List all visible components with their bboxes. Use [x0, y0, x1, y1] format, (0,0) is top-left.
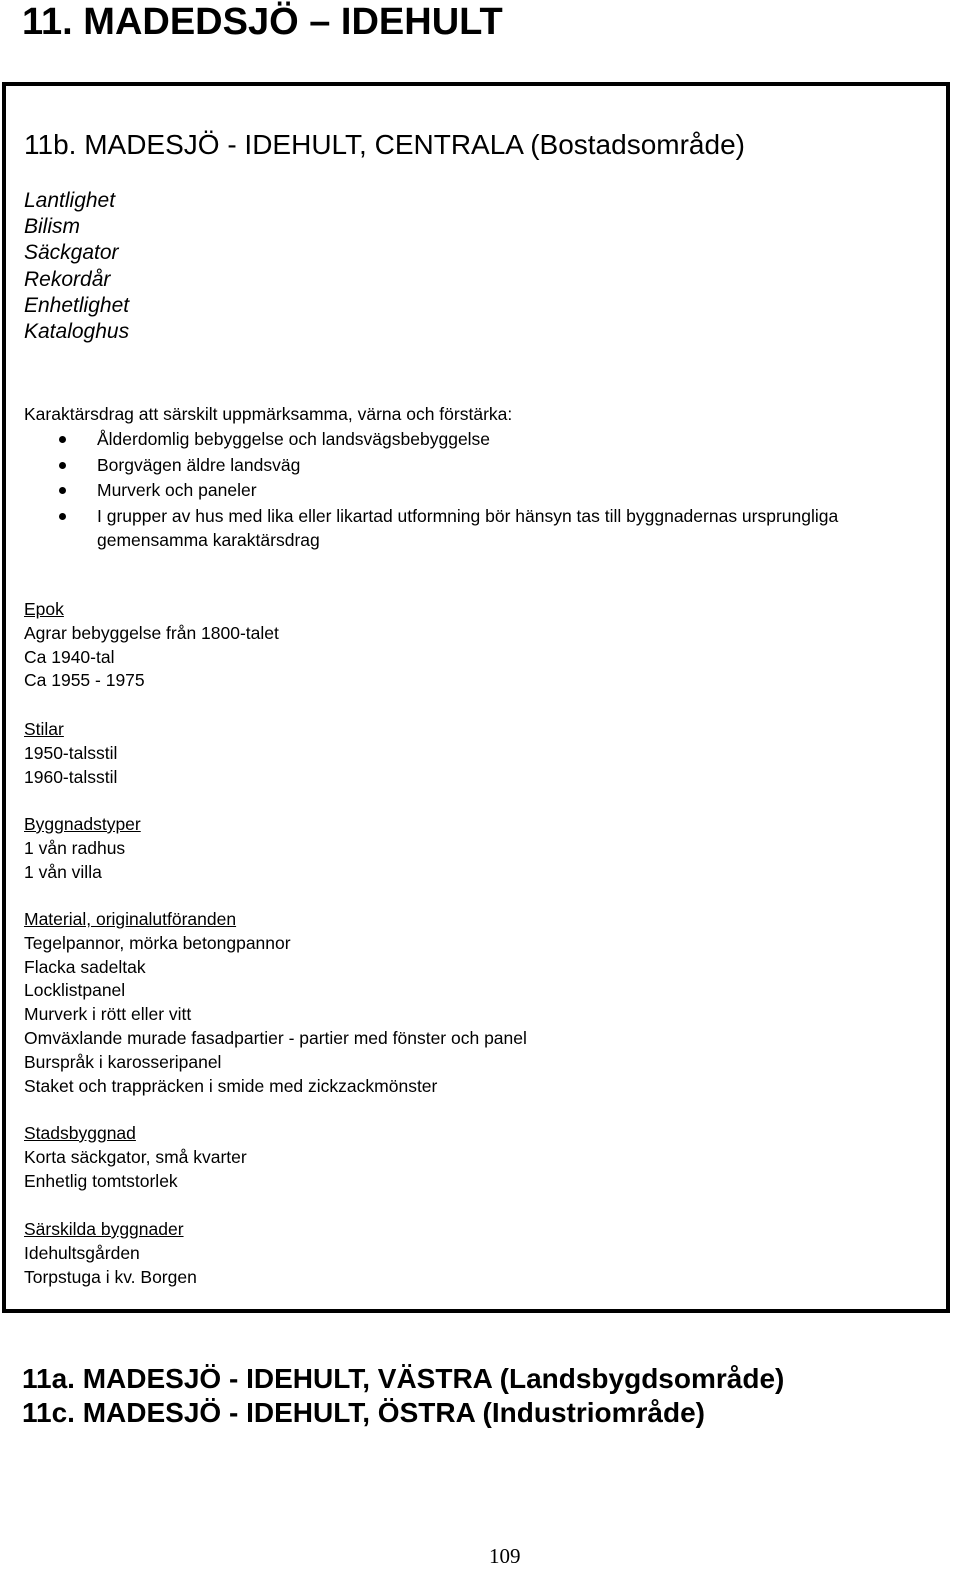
group-item: Burspråk i karosseripanel [24, 1051, 222, 1072]
group-item: 1 vån villa [24, 861, 102, 882]
group-item: Enhetlig tomtstorlek [24, 1170, 178, 1191]
keyword-list [24, 188, 129, 345]
keyword: Bilism [24, 215, 80, 239]
group-item: Idehultsgården [24, 1242, 140, 1263]
trait-item: Borgvägen äldre landsväg [24, 453, 904, 477]
group-item: 1 vån radhus [24, 837, 126, 858]
traits-heading: Karaktärsdrag att särskilt uppmärksamma, värna och förstärka: [24, 404, 513, 424]
group-item: Murverk i rött eller vitt [24, 1004, 192, 1025]
traits-list [24, 427, 904, 553]
group-byggnadstyper [24, 813, 141, 884]
section-title: 11b. MADESJÖ - IDEHULT, CENTRALA (Bostadsområde) [24, 129, 745, 160]
keyword: Säckgator [24, 241, 119, 265]
group-heading: Stadsbyggnad [24, 1123, 136, 1143]
keyword: Enhetlighet [24, 293, 130, 317]
group-item: 1950-talsstil [24, 742, 118, 763]
group-heading: Särskilda byggnader [24, 1219, 184, 1239]
group-item: Locklistpanel [24, 980, 126, 1001]
page-number: 109 [489, 1544, 521, 1568]
related-section-title: 11a. MADESJÖ - IDEHULT, VÄSTRA (Landsbygdsområde) [22, 1363, 785, 1394]
group-item: Omväxlande murade fasadpartier - partier med fönster och panel [24, 1027, 527, 1048]
group-heading: Epok [24, 599, 64, 619]
keyword: Lantlighet [24, 189, 116, 212]
keyword: Kataloghus [24, 320, 130, 344]
group-item: Ca 1940-tal [24, 646, 115, 667]
group-item: Tegelpannor, mörka betongpannor [24, 932, 291, 953]
group-item: Flacka sadeltak [24, 956, 146, 977]
group-stadsbyggnad [24, 1122, 247, 1193]
group-epok [24, 598, 279, 693]
group-item: 1960-talsstil [24, 766, 118, 787]
group-heading: Material, originalutföranden [24, 909, 237, 929]
group-item: Agrar bebyggelse från 1800-talet [24, 622, 279, 643]
group-sarskilda-byggnader [24, 1218, 197, 1289]
group-item: Staket och trappräcken i smide med zickzackmönster [24, 1075, 438, 1096]
group-item: Korta säckgator, små kvarter [24, 1146, 247, 1167]
trait-item: Ålderdomlig bebyggelse och landsvägsbebyggelse [24, 427, 904, 451]
group-item: Torpstuga i kv. Borgen [24, 1266, 197, 1287]
trait-item: Murverk och paneler [24, 478, 904, 502]
group-item: Ca 1955 - 1975 [24, 670, 145, 691]
keyword: Rekordår [24, 267, 111, 291]
related-sections [22, 1362, 784, 1430]
related-section-title: 11c. MADESJÖ - IDEHULT, ÖSTRA (Industriområde) [22, 1397, 705, 1428]
group-heading: Byggnadstyper [24, 814, 141, 834]
group-heading: Stilar [24, 719, 64, 739]
section-box [2, 82, 950, 1313]
trait-item: I grupper av hus med lika eller likartad utformning bör hänsyn tas till byggnadernas ursprungliga gemensamma karaktärsdrag [24, 504, 904, 552]
group-material [24, 908, 527, 1098]
group-stilar [24, 718, 117, 789]
page-title: 11. MADEDSJÖ – IDEHULT [22, 1, 503, 43]
